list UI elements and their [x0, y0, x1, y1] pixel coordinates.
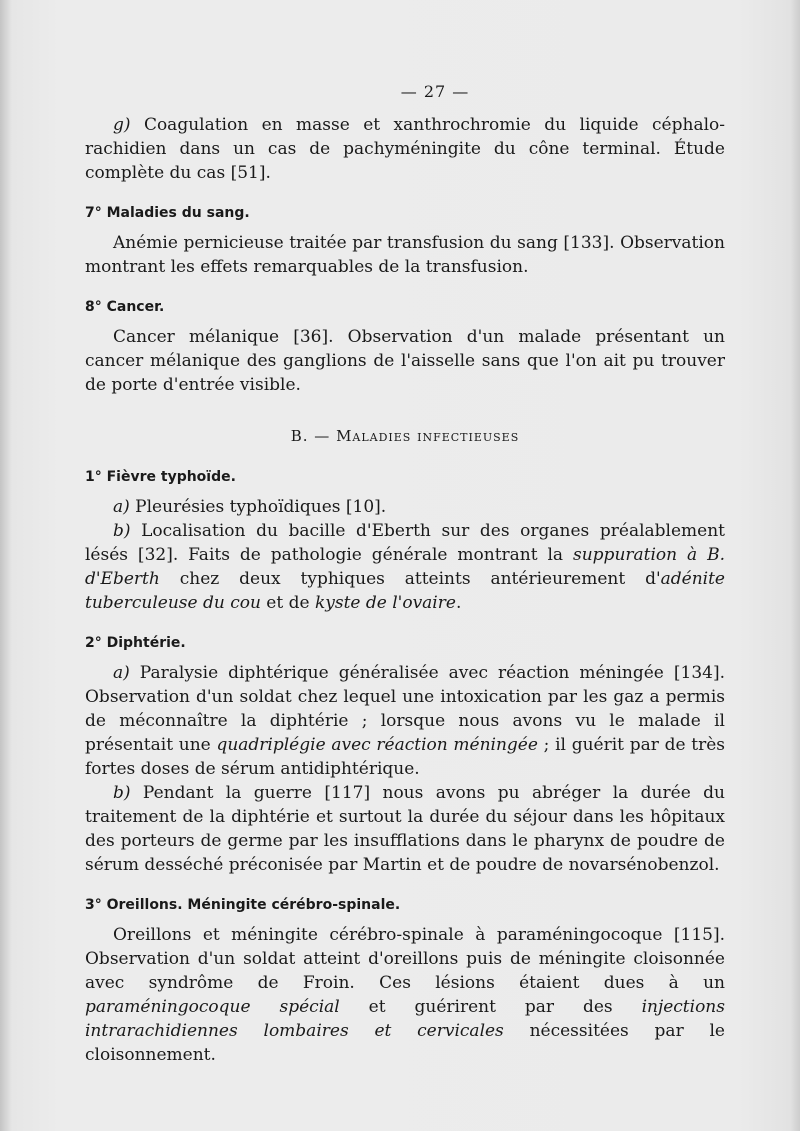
text-run: Localisation du bacille d'Eberth sur des organes préalablement lésés [32]. Faits de pathologie générale montrant la: [85, 521, 725, 565]
item-letter-g: g): [113, 115, 131, 135]
paragraph-typhoide-a-text: Pleurésies typhoïdiques [10].: [129, 497, 387, 517]
paragraph-g: [85, 113, 725, 185]
text-run: chez deux typhiques atteints antérieurement d': [159, 569, 661, 589]
paragraph-oreillons: [85, 923, 725, 1067]
section-title-b: [85, 427, 725, 445]
heading-oreillons: 3° Oreillons. Méningite cérébro-spinale.: [85, 897, 401, 913]
section-prefix: B. —: [290, 427, 337, 445]
italic-run: adénite tuberculeuse du cou: [85, 569, 725, 613]
heading-diphterie: 2° Diphtérie.: [85, 635, 186, 651]
paragraph-diphterie-b: [85, 781, 725, 877]
italic-run: suppuration à B. d'Eberth: [85, 545, 725, 589]
paragraph-typhoide-a: [85, 495, 725, 519]
text-run: Pendant la guerre [117] nous avons pu abréger la durée du traitement de la diphtérie et surtout la durée du séjour dans les hôpitaux des porteurs de germe par les insufflations dans le pharynx de poudre de sérum desséché préconisée par Martin et de poudre de novarsénobenzol.: [85, 783, 725, 875]
text-run: .: [455, 593, 462, 613]
item-letter-b: b): [113, 783, 131, 803]
text-run: et de: [260, 593, 315, 613]
text-run: ; il guérit par de très fortes doses de sérum antidiphtérique.: [85, 735, 725, 779]
heading-maladies-du-sang: 7° Maladies du sang.: [85, 205, 250, 221]
text-block: [85, 82, 725, 1067]
item-letter-a: a): [113, 497, 130, 517]
text-run: et guérirent par des: [339, 997, 642, 1017]
paragraph-typhoide-b: [85, 519, 725, 615]
item-letter-b: b): [113, 521, 131, 541]
section-title-text: Maladies infectieuses: [336, 427, 520, 445]
paragraph-diphterie-a: [85, 661, 725, 781]
paragraph-cancer: Cancer mélanique [36]. Observation d'un malade présentant un cancer mélanique des ganglions de l'aisselle sans que l'on ait pu trouver de porte d'entrée visible.: [85, 327, 725, 395]
heading-cancer: 8° Cancer.: [85, 299, 165, 315]
page-number: — 27 —: [400, 82, 470, 101]
italic-run: kyste de l'ovaire: [314, 593, 456, 613]
item-letter-a: a): [113, 663, 130, 683]
text-run: Oreillons et méningite cérébro-spinale à paraméningocoque [115]. Observation d'un soldat atteint d'oreillons puis de méningite cloisonnée avec syndrôme de Froin. Ces lésions étaient dues à un: [85, 925, 725, 993]
paragraph-g-text: Coagulation en masse et xanthrochromie du liquide céphalo-rachidien dans un cas de pachyméningite du cône terminal. Étude complète du cas [51].: [85, 115, 725, 183]
italic-run: injections intrarachidiennes lombaires et cervicales: [85, 997, 725, 1041]
text-run: nécessitées par le cloisonnement.: [85, 1021, 725, 1065]
italic-run: paraméningocoque spécial: [85, 997, 340, 1017]
italic-run: quadriplégie avec réaction méningée: [216, 735, 538, 755]
paragraph-anemie: Anémie pernicieuse traitée par transfusion du sang [133]. Observation montrant les effets remarquables de la transfusion.: [85, 233, 725, 277]
heading-fievre-typhoide: 1° Fièvre typhoïde.: [85, 469, 236, 485]
text-run: Paralysie diphtérique généralisée avec réaction méningée [134]. Observation d'un soldat chez lequel une intoxication par les gaz a permis de méconnaître la diphtérie ; lorsque nous avons vu le malade il présentait une: [85, 663, 725, 755]
